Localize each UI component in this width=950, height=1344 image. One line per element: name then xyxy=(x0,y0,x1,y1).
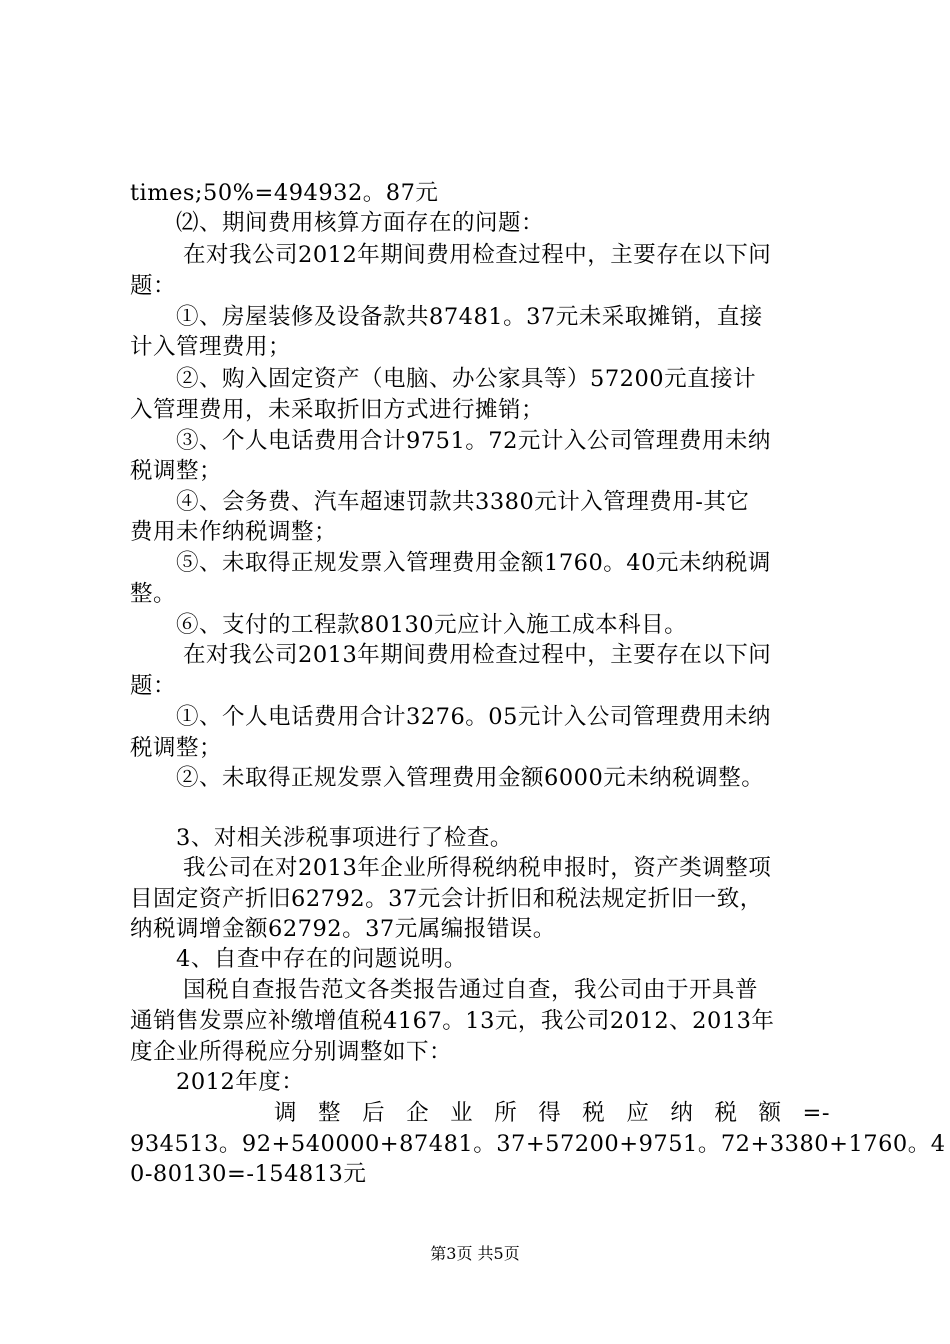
section-heading: 4、自查中存在的问题说明。 xyxy=(176,946,467,972)
formula-line: 调整后企业所得税应纳税额=- xyxy=(274,1100,830,1126)
text-line: 费用未作纳税调整； xyxy=(130,519,338,545)
text-line: 整。 xyxy=(130,581,177,607)
text-line: 税调整； xyxy=(130,458,223,484)
text-line: 入管理费用，未采取折旧方式进行摊销； xyxy=(130,397,545,423)
text-line: 题： xyxy=(130,273,177,299)
list-item: ②、购入固定资产（电脑、办公家具等）57200元直接计 xyxy=(176,366,757,392)
list-item: ②、未取得正规发票入管理费用金额6000元未纳税调整。 xyxy=(176,765,765,791)
formula-line: 934513。92+540000+87481。37+57200+9751。72+3380+1760。4 xyxy=(130,1131,946,1157)
page-number-footer: 第3页 共5页 xyxy=(430,1244,520,1263)
formula-line: 0-80130=-154813元 xyxy=(130,1161,367,1187)
text-line: 在对我公司2012年期间费用检查过程中，主要存在以下问 xyxy=(183,242,772,268)
text-line: 纳税调增金额62792。37元属编报错误。 xyxy=(130,916,556,942)
list-item: ①、个人电话费用合计3276。05元计入公司管理费用未纳 xyxy=(176,704,771,730)
text-line: times;50%=494932。87元 xyxy=(130,180,439,206)
list-item: ⑥、支付的工程款80130元应计入施工成本科目。 xyxy=(176,612,688,638)
list-item: ③、个人电话费用合计9751。72元计入公司管理费用未纳 xyxy=(176,428,771,454)
text-line: 通销售发票应补缴增值税4167。13元，我公司2012、2013年 xyxy=(130,1008,775,1034)
text-line: 度企业所得税应分别调整如下： xyxy=(130,1039,453,1065)
text-line: 计入管理费用； xyxy=(130,334,292,360)
list-item: ①、房屋装修及设备款共87481。37元未采取摊销，直接 xyxy=(176,304,763,330)
text-line: 在对我公司2013年期间费用检查过程中，主要存在以下问 xyxy=(183,642,772,668)
text-line: 国税自查报告范文各类报告通过自查，我公司由于开具普 xyxy=(183,977,759,1003)
text-line: 2012年度： xyxy=(176,1069,305,1095)
section-heading: 3、对相关涉税事项进行了检查。 xyxy=(176,825,513,851)
list-item: ④、会务费、汽车超速罚款共3380元计入管理费用-其它 xyxy=(176,489,750,515)
text-line: 题： xyxy=(130,673,177,699)
section-heading: ⑵、期间费用核算方面存在的问题： xyxy=(176,210,545,236)
text-line: 税调整； xyxy=(130,735,223,761)
list-item: ⑤、未取得正规发票入管理费用金额1760。40元未纳税调 xyxy=(176,550,771,576)
text-line: 目固定资产折旧62792。37元会计折旧和税法规定折旧一致， xyxy=(130,886,763,912)
text-line: 我公司在对2013年企业所得税纳税申报时，资产类调整项 xyxy=(183,855,772,881)
